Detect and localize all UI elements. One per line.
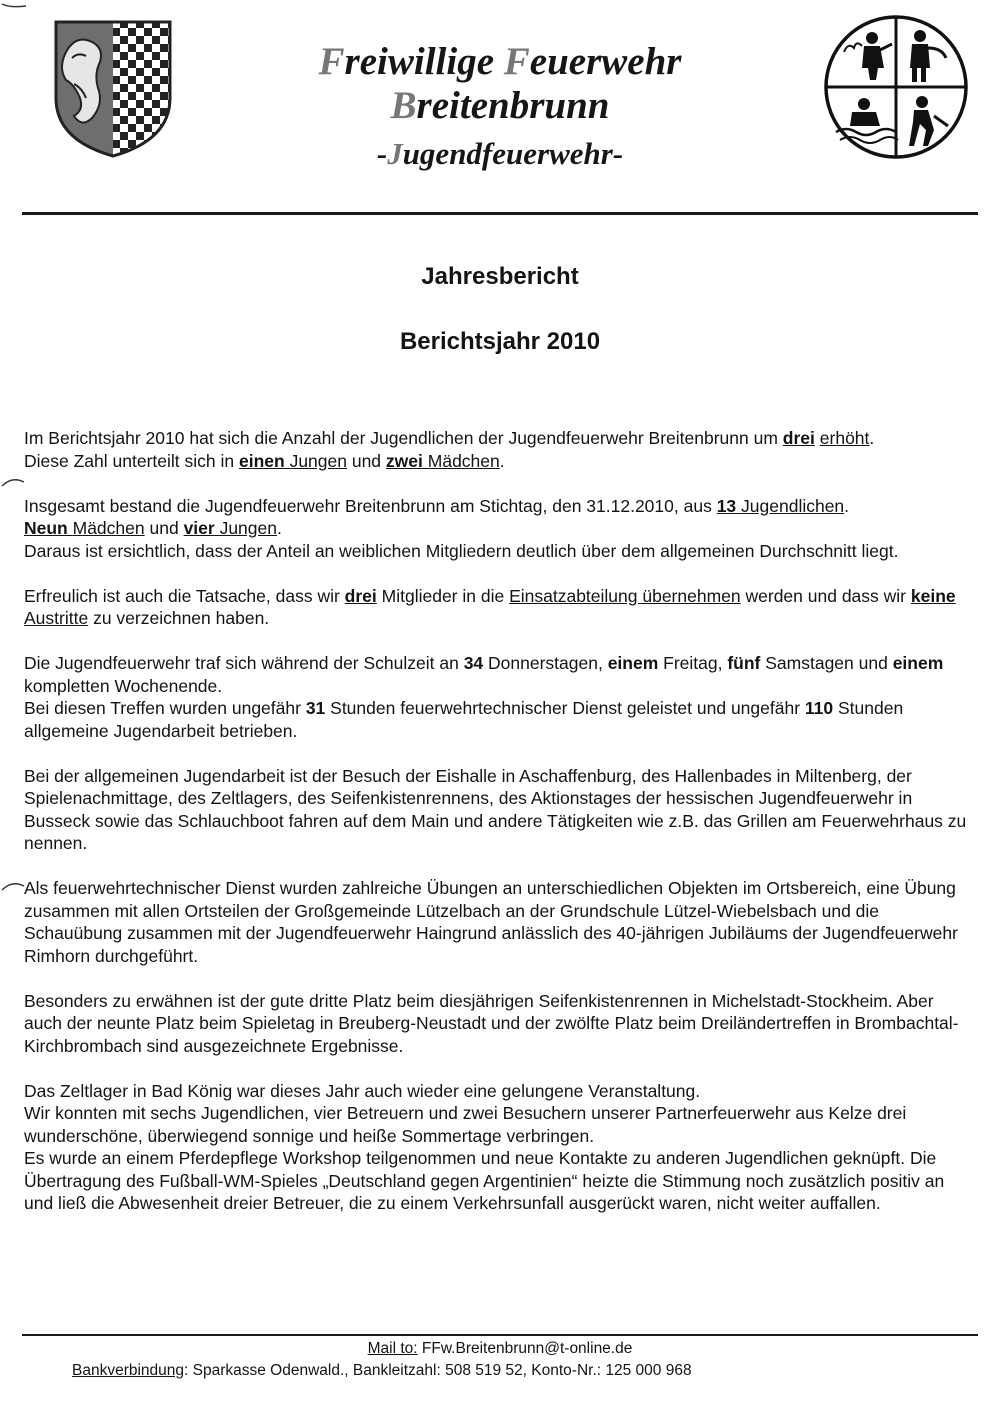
text: Mitglieder in die: [376, 585, 510, 606]
title-text: reitenbrunn: [416, 84, 610, 127]
footer-bank: [72, 1362, 972, 1380]
scan-mark-corner: [0, 0, 40, 20]
emphasis: Mädchen: [427, 450, 500, 471]
emphasis: fünf: [727, 653, 761, 673]
text: Bei diesen Treffen wurden ungefähr: [24, 698, 306, 718]
text: Stunden feuerwehrtechnischer Dienst geleistet und ungefähr: [325, 698, 805, 718]
emphasis: 13: [716, 495, 737, 516]
report-title: Jahresbericht: [421, 263, 579, 290]
paragraph-technical-service: Als feuerwehrtechnischer Dienst wurden zahlreiche Übungen an unterschiedlichen Objekten im Ortsbereich, eine Übung zusammen mit allen Ortsteilen der Großgemeinde Lützelbach an der Grundschule Lützel-Wiebelsbach und die Schauübung zusammen mit der Jugendfeuerwehr Haingrund anlässlich des 40-jährigen Jubiläums der Jugendfeuerwehr Rimhorn durchgeführt.: [24, 878, 958, 966]
organization-title: [180, 40, 820, 174]
title-text: euerwehr: [529, 40, 682, 83]
emphasis: 110: [804, 698, 834, 718]
paragraph-members-increase: [24, 427, 976, 472]
text: Erfreulich ist auch die Tatsache, dass wir: [24, 585, 345, 606]
coat-of-arms-icon: [48, 12, 178, 160]
emphasis: einem: [892, 653, 944, 673]
emphasis: Einsatzabteilung übernehmen: [509, 585, 741, 606]
title-text: -: [376, 136, 388, 171]
title-initial: B: [390, 84, 417, 127]
emphasis: Jungen: [289, 450, 347, 471]
emphasis: einen: [238, 450, 285, 471]
text: Die Jugendfeuerwehr traf sich während der Schulzeit an: [24, 653, 464, 673]
emphasis: zwei: [385, 450, 423, 471]
text: .: [277, 518, 282, 538]
emphasis: einem: [607, 653, 659, 673]
text: Diese Zahl unterteilt sich in: [24, 450, 239, 471]
emphasis: Jugendlichen: [741, 495, 845, 516]
text: Wir konnten mit sechs Jugendlichen, vier Betreuern und zwei Besuchern unserer Partnerfeuerwehr aus Kelze drei wunderschöne, überwiegend sonnige und heiße Sommertage verbringen.: [24, 1103, 907, 1146]
mail-label: Mail to:: [367, 1340, 418, 1357]
text: Das Zeltlager in Bad König war dieses Jahr auch wieder eine gelungene Veranstaltung.: [24, 1080, 701, 1101]
bank-label: Bankverbindung: [72, 1362, 185, 1379]
emphasis: 34: [463, 653, 484, 673]
paragraph-transfers: [24, 585, 976, 630]
report-body: [24, 427, 976, 1237]
title-initial: J: [387, 136, 403, 171]
title-initial: F: [503, 40, 530, 83]
text: und: [346, 450, 386, 471]
bank-details: : Sparkasse Odenwald., Bankleitzahl: 508 519 52, Konto-Nr.: 125 000 968: [184, 1362, 692, 1379]
paragraph-meetings: [24, 652, 976, 742]
text: .: [869, 428, 875, 448]
firefighter-emblem-icon: [822, 12, 970, 162]
emphasis: Mädchen: [72, 518, 145, 538]
title-text: reiwillige: [344, 40, 504, 83]
report-subtitle: Berichtsjahr 2010: [399, 328, 601, 355]
text: Daraus ist ersichtlich, dass der Anteil an weiblichen Mitgliedern deutlich über dem allgemeinen Durchschnitt liegt.: [24, 540, 899, 561]
emphasis: keine: [910, 585, 956, 606]
text: .: [499, 450, 505, 471]
text: Samstagen und: [760, 653, 893, 673]
title-text: ugendfeuerwehr-: [402, 136, 624, 171]
title-line-3: [180, 134, 820, 174]
text: .: [844, 495, 850, 516]
paragraph-total-members: [24, 495, 976, 563]
text: und: [144, 518, 184, 538]
title-initial: F: [318, 40, 345, 83]
text: Freitag,: [658, 653, 728, 673]
emphasis: drei: [344, 585, 377, 606]
text: Es wurde an einem Pferdepflege Workshop teilgenommen und neue Kontakte zu anderen Jugendlichen geknüpft. Die Übertragung des Fußball-WM-Spieles „Deutschland gegen Argentinien“ heizte die Stimmung noch zusätzlich positiv an und ließ die Abwesenheit dreier Betreuer, die zu einem Verkehrsunfall ausgerückt waren, nicht weiter auffallen.: [24, 1148, 945, 1213]
paragraph-competitions: Besonders zu erwähnen ist der gute dritte Platz beim diesjährigen Seifenkistenrennen in Michelstadt-Stockheim. Aber auch der neunte Platz beim Spieletag in Breuberg-Neustadt und der zwölfte Platz beim Dreiländertreffen in Brombachtal-Kirchbrombach sind ausgezeichnete Ergebnisse.: [24, 990, 959, 1056]
text: Stunden allgemeine Jugendarbeit betrieben.: [24, 698, 904, 741]
title-line-1: [180, 40, 820, 84]
mail-address: FFw.Breitenbrunn@t-online.de: [417, 1340, 633, 1357]
text: Insgesamt bestand die Jugendfeuerwehr Breitenbrunn am Stichtag, den 31.12.2010, aus: [24, 495, 717, 516]
emphasis: Jungen: [219, 518, 277, 538]
paragraph-camp: [24, 1080, 976, 1215]
text: Im Berichtsjahr 2010 hat sich die Anzahl der Jugendlichen der Jugendfeuerwehr Breitenbrunn um: [24, 428, 783, 448]
emphasis: erhöht: [819, 428, 870, 448]
title-line-2: [180, 84, 820, 128]
emphasis: drei: [782, 428, 815, 448]
emphasis: vier: [183, 518, 215, 538]
text: werden und dass wir: [740, 585, 911, 606]
paragraph-youth-work: Bei der allgemeinen Jugendarbeit ist der Besuch der Eishalle in Aschaffenburg, des Hallenbades in Miltenberg, der Spielenachmittage, des Zeltlagers, des Seifenkistenrennens, des Aktionstages der hessischen Jugendfeuerwehr in Busseck sowie das Schlauchboot fahren auf dem Main und andere Tätigkeiten wie z.B. das Grillen am Feuerwehrhaus zu nennen.: [24, 765, 967, 853]
footer-mail: [0, 1340, 1000, 1358]
header-divider: [22, 212, 978, 215]
text: kompletten Wochenende.: [24, 675, 223, 696]
footer-divider: [22, 1334, 978, 1336]
emphasis: Austritte: [24, 608, 89, 628]
text: Donnerstagen,: [483, 653, 608, 673]
emphasis: Neun: [24, 518, 68, 538]
text: zu verzeichnen haben.: [88, 608, 270, 628]
emphasis: 31: [305, 698, 326, 718]
